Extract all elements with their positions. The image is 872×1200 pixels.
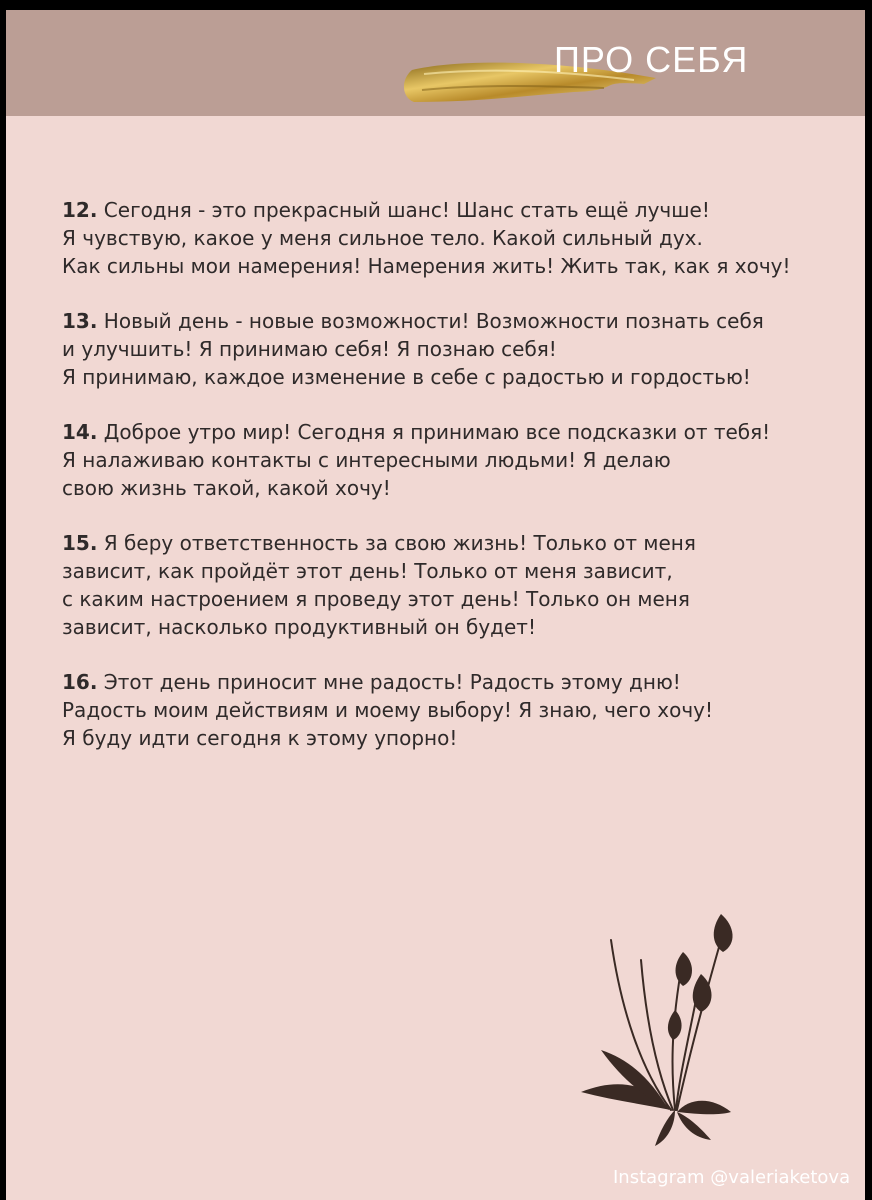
entry-line: зависит, как пройдёт этот день! Только от меня зависит,	[62, 559, 673, 583]
entry-number: 16.	[62, 670, 98, 694]
entry-number: 15.	[62, 531, 98, 555]
entry-line: свою жизнь такой, какой хочу!	[62, 476, 391, 500]
entry-number: 12.	[62, 198, 98, 222]
entry-number: 14.	[62, 420, 98, 444]
entry-line: 13. Новый день - новые возможности! Возможности познать себя	[62, 309, 764, 333]
flower-illustration-icon	[571, 900, 751, 1150]
entry-line: Я налаживаю контакты с интересными людьми! Я делаю	[62, 448, 671, 472]
entry-line: Я буду идти сегодня к этому упорно!	[62, 726, 458, 750]
instagram-credit: Instagram @valeriaketova	[613, 1167, 851, 1188]
page	[6, 10, 865, 1200]
entry-13	[62, 307, 842, 391]
entry-line: Я чувствую, какое у меня сильное тело. Какой сильный дух.	[62, 226, 703, 250]
entry-line: Я принимаю, каждое изменение в себе с радостью и гордостью!	[62, 365, 751, 389]
entry-line: и улучшить! Я принимаю себя! Я познаю себя!	[62, 337, 557, 361]
entry-15	[62, 529, 842, 641]
entry-16	[62, 668, 842, 752]
entry-line: 12. Сегодня - это прекрасный шанс! Шанс стать ещё лучше!	[62, 198, 710, 222]
entry-line: с каким настроением я проведу этот день! Только он меня	[62, 587, 690, 611]
entry-line: 15. Я беру ответственность за свою жизнь! Только от меня	[62, 531, 696, 555]
entry-line: 16. Этот день приносит мне радость! Радость этому дню!	[62, 670, 681, 694]
entry-12	[62, 196, 842, 280]
page-title: ПРО СЕБЯ	[554, 39, 749, 80]
affirmations-list	[62, 196, 842, 779]
entry-14	[62, 418, 842, 502]
header-bar	[6, 10, 865, 116]
entry-line: Как сильны мои намерения! Намерения жить! Жить так, как я хочу!	[62, 254, 791, 278]
entry-line: 14. Доброе утро мир! Сегодня я принимаю все подсказки от тебя!	[62, 420, 771, 444]
entry-line: Радость моим действиям и моему выбору! Я знаю, чего хочу!	[62, 698, 714, 722]
entry-line: зависит, насколько продуктивный он будет!	[62, 615, 536, 639]
entry-number: 13.	[62, 309, 98, 333]
